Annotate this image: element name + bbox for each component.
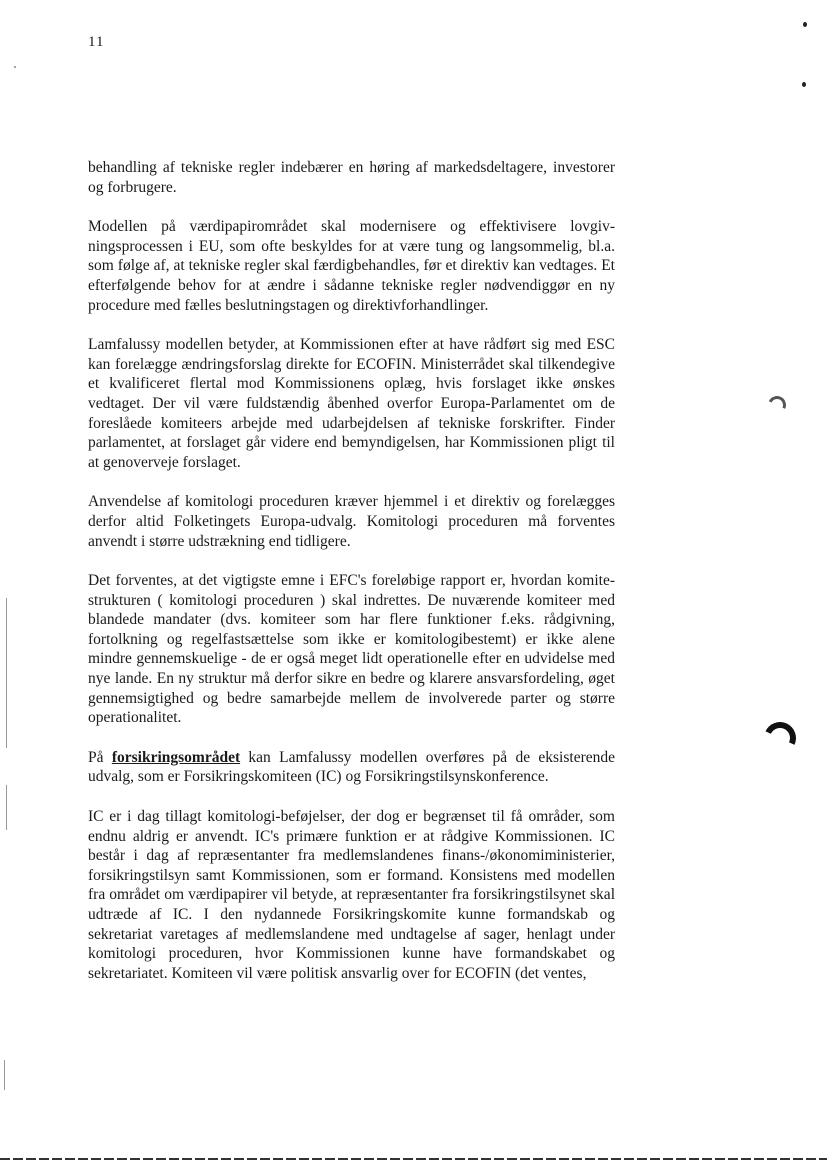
paragraph-7: IC er i dag tillagt komitologi-beføjelser, der dog er begrænset til få områder, som endnu aldrig er anvendt. IC's primære funktion er at rådgive Kommissionen. IC består i dag af repræsentanter fra medlemslandenes finans-/økonomiministerier, forsikringstilsyn samt Kommissionen, som er formand. Konsistens med modellen fra området om værdipapirer vil betyde, at repræsentanter fra forsikringstilsynet skal udtræde af IC. I den nydannede Forsikringskomite kunne formandskab og sekretariat varetages af medlemslandene med undtagelse af sager, henlagt under komitologi proceduren, hvor Kommissionen kunne have formandskabet og sekretariatet. Komiteen vil være politisk ansvarlig over for ECOFIN (det ventes, — [88, 808, 615, 982]
paragraph-1: behandling af tekniske regler indebærer en høring af markedsdeltagere, investorer og forbrugere. — [88, 159, 615, 196]
page-number: 11 — [88, 34, 105, 50]
scan-speck-top — [803, 22, 807, 27]
scan-speck-left — [14, 66, 16, 68]
emphasized-term: forsikringsområdet — [111, 748, 241, 766]
document-body — [88, 158, 615, 1003]
paragraph-3: Lamfalussy modellen betyder, at Kommissionen efter at have rådført sig med ESC kan forelægge ændringsforslag direkte for ECOFIN. Ministerrådet skal tilkendegive et kvalificeret flertal mod Kommissionens oplæg, hvis forslaget ikke ønskes vedtaget. Der vil være fuldstændig åbenhed overfor Europa-Parlamentet om de foreslåede komiteers arbejde med udarbejdelsen af tekniske forskrifter. Finder parlamentet, at forslaget går videre end bemyndigelsen, har Kommissionen pligt til at genoverveje forslaget. — [88, 336, 615, 471]
paragraph-6: På forsikringsområdet kan Lamfalussy modellen overføres på de eksisterende udvalg, som er Forsikringskomiteen (IC) og Forsikringstilsynskonference. — [88, 748, 615, 786]
paragraph-4: Anvendelse af komitologi proceduren kræver hjemmel i et direktiv og forelægges derfor altid Folketingets Europa-udvalg. Komitologi proceduren må forventes anvendt i større udstrækning end tidligere. — [88, 493, 615, 550]
punch-hole-mark-upper — [765, 393, 788, 416]
scan-edge-line-3 — [4, 1060, 5, 1090]
bottom-edge-rule — [0, 1158, 827, 1160]
scan-edge-line-1 — [6, 598, 7, 748]
scan-edge-line-2 — [6, 785, 7, 830]
punch-hole-mark-lower — [759, 717, 800, 758]
scan-speck-upper — [802, 82, 806, 87]
paragraph-2: Modellen på værdipapirområdet skal modernisere og effektivisere lovgivningsprocessen i EU, som ofte beskyldes for at være tung og langsommelig, bl.a. som følge af, at tekniske regler skal færdigbehandles, før et direktiv kan vedtages. Et efterfølgende behov for at ændre i sådanne tekniske regler nødvendiggør en ny procedure med fælles beslutningstagen og direktivforhandlinger. — [88, 218, 615, 314]
paragraph-5: Det forventes, at det vigtigste emne i EFC's foreløbige rapport er, hvordan komite-strukturen ( komitologi proceduren ) skal indrettes. De nuværende komiteer med blandede mandater (dvs. komiteer som har flere funktioner f.eks. rådgivning, fortolkning og regelfastsættelse som ikke er komitologibestemt) er ikke alene mindre gennemskuelige - de er også meget lidt operationelle efter en udvidelse med nye lande. En ny struktur må derfor sikre en bedre og klarere ansvarsfordeling, øget gennemsigtighed og bedre samarbejde mellem de involverede parter og større operationalitet. — [88, 572, 615, 727]
